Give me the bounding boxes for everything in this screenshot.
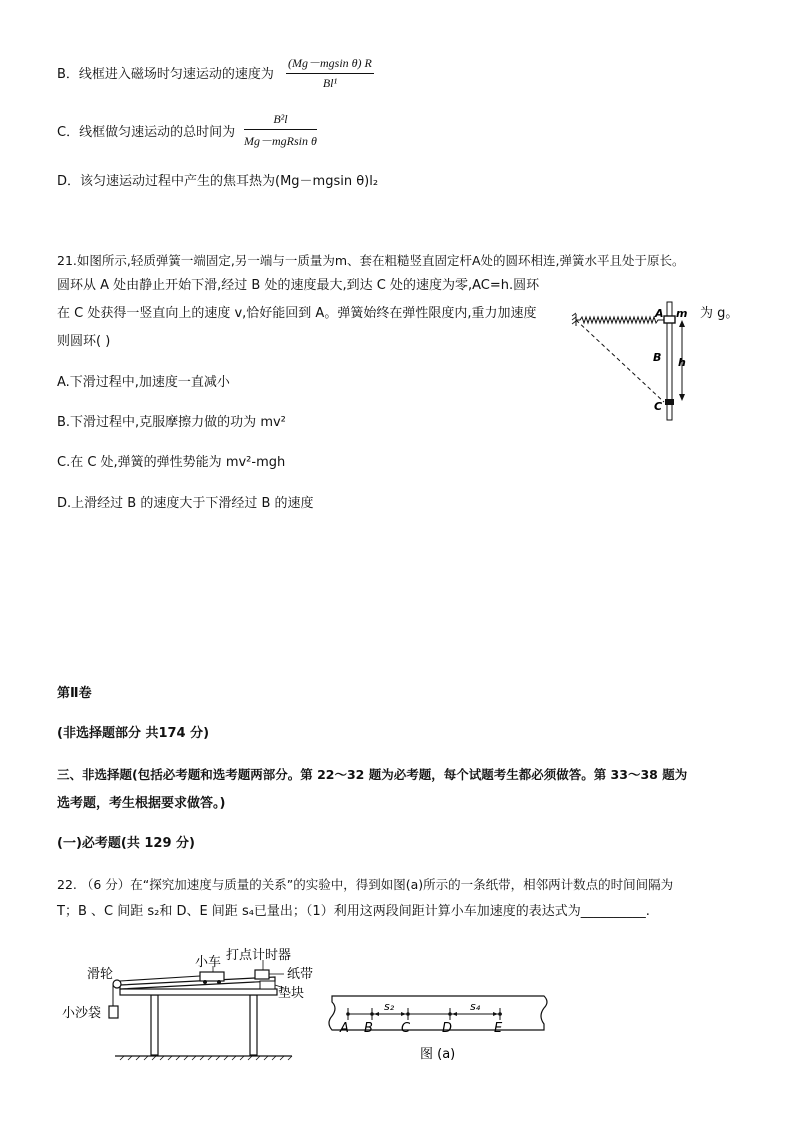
q20-option-c-numerator: B²l [244,112,317,130]
q22-stem-line2: T；B 、C 间距 s₂和 D、E 间距 s₄已量出；（1）利用这两段间距计算小车加速度的表达式为__________. [57,904,650,919]
cart [200,972,224,981]
wedge-block [260,981,275,989]
required-section-heading: (一)必考题(共 129 分) [57,836,195,851]
q22-apparatus-figure [60,942,314,1064]
spring [576,317,664,323]
label-timer: 打点计时器 [226,948,292,963]
table-leg-left [151,995,158,1055]
label-s2: s₂ [384,1000,395,1013]
section-heading-line1: 三、非选择题(包括必考题和选考题两部分。第 22～32 题为必考题，每个试题考生都必须做答。第 33～38 题为 [57,767,688,782]
ticker-timer [255,970,269,979]
h-arrowhead-up [679,320,685,327]
dashed-spring-position [576,320,664,402]
q21-stem-line1: 21.如图所示,轻质弹簧一端固定,另一端与一质量为m、套在粗糙竖直固定杆A处的圆环相连,弹簧水平且处于原长。 [57,253,685,268]
label-sandbag: 小沙袋 [62,1006,102,1021]
q21-stem-line2: 圆环从 A 处由静止开始下滑,经过 B 处的速度最大,到达 C 处的速度为零,AC=h.圆环 [57,278,540,293]
wall-hatch [572,313,576,316]
table-leg-right [250,995,257,1055]
label-pulley: 滑轮 [87,967,114,982]
label-car: 小车 [195,955,222,970]
label-point-b: B [364,1021,373,1036]
table-top [120,989,277,995]
q21-stem-line4: 则圆环( ) [57,334,111,349]
label-a: A [655,307,664,320]
label-m: m [676,307,688,320]
sandbag [109,1006,118,1018]
label-tape: 纸带 [287,967,314,982]
q20-option-b-denominator: Bl¹ [322,76,338,90]
pulley [113,980,121,988]
label-point-e: E [494,1021,503,1036]
inclined-board [120,977,275,989]
section-title: 第Ⅱ卷 [57,686,92,701]
cart-wheel [203,980,207,984]
wall-hatch [572,317,576,320]
section-heading-line2: 选考题，考生根据要求做答。) [57,796,226,811]
ring-at-a [664,316,675,323]
wall-hatch [572,321,576,324]
string [120,976,200,981]
h-arrowhead-down [679,394,685,401]
q20-option-c-prefix: C．线框做匀速运动的总时间为 [57,125,236,140]
section-subtitle: (非选择题部分 共174 分) [57,726,210,741]
label-h: h [678,356,686,369]
label-c: C [654,400,663,413]
label-point-a: A [340,1021,349,1036]
cart-wheel [217,980,221,984]
ring-at-c [665,399,674,405]
q20-option-b-fraction [286,54,374,91]
label-point-d: D [442,1021,453,1036]
q20-option-d: D．该匀速运动过程中产生的焦耳热为(Mg－mgsin θ)l₂ [57,174,379,189]
q21-option-c: C.在 C 处,弹簧的弹性势能为 mv²-mgh [57,455,286,470]
q20-option-b-prefix: B．线框进入磁场时匀速运动的速度为 [57,67,274,82]
label-point-c: C [401,1021,411,1036]
paper-tape [329,996,547,1030]
q22-stem-line1: 22. （6 分）在“探究加速度与质量的关系”的实验中，得到如图(a)所示的一条纸带，相邻两计数点的时间间隔为 [57,877,674,892]
q20-option-b-numerator: (Mg－mgsin θ) R [286,54,374,74]
q21-stem-line3-tail: 为 g。 [700,306,739,321]
q21-option-a: A.下滑过程中,加速度一直减小 [57,375,230,390]
q21-spring-ring-figure [568,300,698,425]
q22-tape-figure [322,992,554,1067]
q20-option-c-denominator: Mg－mgRsin θ [244,134,317,148]
label-s4: s₄ [470,1000,481,1013]
label-b: B [653,351,662,364]
figure-caption: 图 (a) [420,1047,456,1062]
q21-stem-line3: 在 C 处获得一竖直向上的速度 v,恰好能回到 A。弹簧始终在弹性限度内,重力加速度 [57,306,537,321]
q20-option-c-fraction [244,112,317,149]
label-block: 垫块 [278,986,305,1001]
q21-option-b: B.下滑过程中,克服摩擦力做的功为 mv² [57,415,286,430]
q21-option-d: D.上滑经过 B 的速度大于下滑经过 B 的速度 [57,496,314,511]
